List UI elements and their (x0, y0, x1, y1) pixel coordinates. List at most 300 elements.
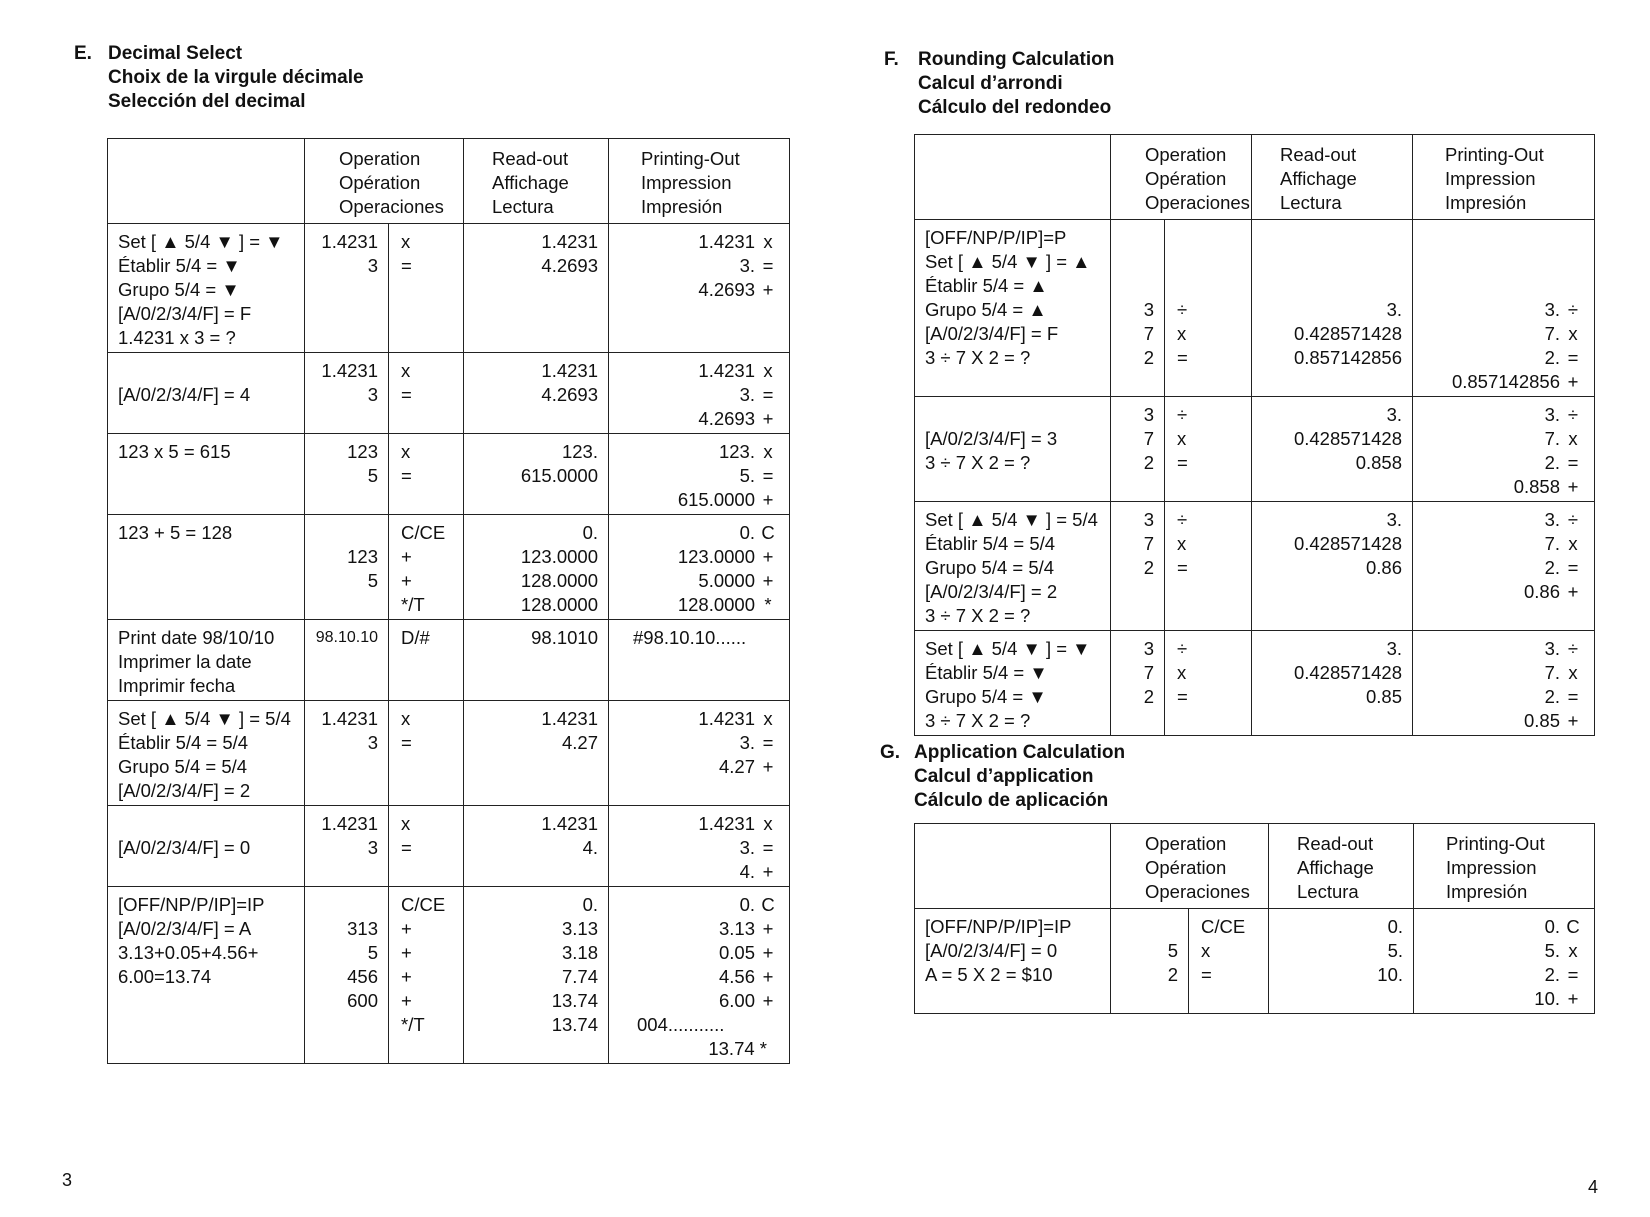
row-entry-numbers (305, 224, 389, 353)
header-row (915, 824, 1595, 909)
print-line (609, 731, 781, 755)
header-label: Operaciones (339, 196, 444, 217)
header-label: Impresión (641, 196, 723, 217)
print-line (1413, 250, 1586, 274)
print-symbol: + (762, 570, 774, 591)
print-value: 5. (1544, 940, 1560, 961)
print-line (609, 941, 781, 965)
readout-value: 123. (561, 441, 598, 462)
header-label: Read-out (1297, 833, 1374, 854)
header-label: Printing-Out (641, 148, 740, 169)
print-line (1413, 685, 1586, 709)
print-line (609, 917, 781, 941)
print-line (609, 593, 781, 617)
print-line (609, 488, 781, 512)
print-value: 4.2693 (698, 279, 755, 300)
print-line (1414, 915, 1586, 939)
description-line: Grupo 5/4 = 5/4 (118, 756, 248, 777)
print-symbol: = (762, 465, 774, 486)
description-line: 3 ÷ 7 X 2 = ? (925, 710, 1031, 731)
key-label: */T (401, 594, 425, 615)
key-label: = (1177, 557, 1188, 578)
print-value: 123.0000 (677, 546, 755, 567)
key-label (1177, 274, 1251, 298)
key-label: x (401, 441, 411, 462)
print-value: 2. (1544, 452, 1560, 473)
description-line: Set [ ▲ 5/4 ▼ ] = ▼ (118, 231, 284, 252)
entry-number: 3 (1143, 509, 1154, 530)
row-keys (389, 434, 464, 515)
key-label: x (401, 231, 411, 252)
row-printout (1414, 909, 1595, 1014)
print-symbol: + (762, 966, 774, 987)
print-symbol: C (761, 522, 775, 543)
print-symbol: x (763, 360, 773, 381)
entry-number: 7 (1143, 662, 1154, 683)
print-line (1413, 403, 1586, 427)
print-value: 128.0000 (677, 594, 755, 615)
print-line (609, 755, 781, 779)
description-line: Établir 5/4 = ▲ (925, 275, 1048, 296)
row-keys (1165, 397, 1252, 502)
print-symbol: x (763, 813, 773, 834)
print-symbol: + (762, 918, 774, 939)
print-line (1413, 637, 1586, 661)
row-description (108, 353, 305, 434)
entry-number: 313 (347, 918, 378, 939)
entry-number: 123 (347, 441, 378, 462)
print-value: 4. (739, 861, 755, 882)
header-label: Printing-Out (1446, 833, 1545, 854)
print-line (1414, 939, 1586, 963)
print-value: 5. (739, 465, 755, 486)
header-label: Read-out (492, 148, 569, 169)
print-value: 3. (1544, 404, 1560, 425)
print-symbol: C (761, 894, 775, 915)
table-row (108, 701, 790, 806)
key-label: x (401, 813, 411, 834)
print-symbol: x (1568, 940, 1578, 961)
entry-number: 3 (1143, 299, 1154, 320)
row-entry-numbers (1111, 220, 1165, 397)
print-symbol: ÷ (1567, 299, 1579, 320)
description-line (925, 403, 1110, 427)
key-label: = (1201, 964, 1212, 985)
key-label: + (401, 570, 412, 591)
readout-value: 10. (1377, 964, 1403, 985)
description-line: Imprimir fecha (118, 675, 236, 696)
row-printout (1413, 220, 1595, 397)
print-symbol (1560, 250, 1586, 274)
print-line (1413, 451, 1586, 475)
entry-number: 7 (1143, 533, 1154, 554)
table-row (108, 224, 790, 353)
print-value: 3. (739, 384, 755, 405)
section-title-fr: Calcul d’arrondi (918, 73, 1063, 94)
row-description (108, 620, 305, 701)
key-label: x (1201, 940, 1211, 961)
table-row (108, 887, 790, 1064)
key-label: = (1177, 452, 1188, 473)
row-readout (464, 353, 609, 434)
description-line: [OFF/NP/P/IP]=P (925, 227, 1067, 248)
row-keys (389, 224, 464, 353)
header-operation (305, 139, 464, 224)
row-readout (1269, 909, 1414, 1014)
print-symbol: C (1566, 916, 1580, 937)
header-operation (1111, 824, 1269, 909)
key-label: + (401, 918, 412, 939)
row-description (108, 224, 305, 353)
entry-number: 98.10.10 (315, 629, 378, 646)
readout-value: 0.857142856 (1293, 347, 1402, 368)
description-line: [A/0/2/3/4/F] = F (118, 303, 252, 324)
header-operation (1111, 135, 1252, 220)
print-line (1413, 556, 1586, 580)
print-value: 5.0000 (698, 570, 755, 591)
print-line (609, 464, 781, 488)
row-entry-numbers (305, 353, 389, 434)
header-printout (609, 139, 790, 224)
print-symbol (1560, 274, 1586, 298)
entry-number: 7 (1143, 428, 1154, 449)
readout-value: 0.858 (1355, 452, 1402, 473)
entry-number: 2 (1143, 347, 1154, 368)
row-printout (609, 353, 790, 434)
entry-number: 600 (347, 990, 378, 1011)
print-value: 0. (739, 894, 755, 915)
row-keys (389, 701, 464, 806)
row-keys (389, 515, 464, 620)
row-readout (464, 434, 609, 515)
print-line (1414, 963, 1586, 987)
print-symbol: + (762, 756, 774, 777)
table-row (915, 397, 1595, 502)
header-label: Opération (1145, 168, 1227, 189)
print-line (609, 359, 781, 383)
page-number-right: 4 (1588, 1177, 1599, 1197)
entry-number: 456 (347, 966, 378, 987)
print-value: 3. (739, 255, 755, 276)
readout-value: 3.18 (561, 942, 598, 963)
print-value: 3. (1544, 638, 1560, 659)
description-line: [A/0/2/3/4/F] = 2 (925, 581, 1058, 602)
print-line (609, 440, 781, 464)
key-label: = (1177, 686, 1188, 707)
print-symbol: + (762, 408, 774, 429)
section-e-heading (74, 42, 364, 114)
key-label (1177, 250, 1251, 274)
print-value: 2. (1544, 964, 1560, 985)
print-text: 13.74 * (708, 1038, 767, 1059)
print-value: 7. (1544, 428, 1560, 449)
entry-number (1111, 226, 1154, 250)
section-title-en: Decimal Select (108, 43, 243, 64)
row-printout (1413, 631, 1595, 736)
print-value: 1.4231 (698, 231, 755, 252)
print-symbol: = (1567, 347, 1579, 368)
row-description (108, 806, 305, 887)
table-row (108, 620, 790, 701)
key-label: ÷ (1177, 299, 1188, 320)
readout-value: 13.74 (551, 1014, 598, 1035)
print-symbol: ÷ (1567, 638, 1579, 659)
print-symbol: + (762, 546, 774, 567)
print-value: 3. (739, 837, 755, 858)
description-line: Grupo 5/4 = ▼ (118, 279, 240, 300)
print-value: 4.27 (718, 756, 755, 777)
row-readout (464, 620, 609, 701)
header-label: Affichage (492, 172, 569, 193)
header-label: Operation (1145, 144, 1227, 165)
row-readout (464, 887, 609, 1064)
print-symbol: x (763, 708, 773, 729)
print-value: 3.13 (718, 918, 755, 939)
print-value: 2. (1544, 347, 1560, 368)
description-line: 3 ÷ 7 X 2 = ? (925, 452, 1031, 473)
section-letter: E. (74, 43, 92, 64)
print-value: 123. (718, 441, 755, 462)
print-value: 10. (1534, 988, 1560, 1009)
description-line: [A/0/2/3/4/F] = A (118, 918, 252, 939)
entry-number: 5 (367, 942, 378, 963)
row-entry-numbers (1111, 502, 1165, 631)
section-g-heading (880, 741, 1126, 813)
print-value: 7. (1544, 662, 1560, 683)
row-description (108, 515, 305, 620)
key-label: ÷ (1177, 509, 1188, 530)
row-readout (464, 806, 609, 887)
header-blank (108, 139, 305, 224)
entry-number: 2 (1167, 964, 1178, 985)
entry-number: 1.4231 (321, 231, 378, 252)
readout-value: 615.0000 (520, 465, 598, 486)
readout-value: 98.1010 (531, 627, 598, 648)
entry-number: 2 (1143, 686, 1154, 707)
print-line (609, 569, 781, 593)
readout-value: 3. (1386, 404, 1402, 425)
print-symbol: x (1568, 428, 1578, 449)
print-symbol: x (763, 441, 773, 462)
row-printout (609, 515, 790, 620)
readout-value: 1.4231 (541, 708, 598, 729)
description-line: Établir 5/4 = 5/4 (118, 732, 249, 753)
header-row (108, 139, 790, 224)
table-row (108, 353, 790, 434)
entry-number: 3 (367, 255, 378, 276)
print-line (609, 383, 781, 407)
row-printout (609, 701, 790, 806)
row-entry-numbers (305, 806, 389, 887)
description-line: Set [ ▲ 5/4 ▼ ] = ▲ (925, 251, 1091, 272)
key-label: ÷ (1177, 638, 1188, 659)
row-entry-numbers (1111, 909, 1189, 1014)
key-label: = (401, 384, 412, 405)
readout-value: 1.4231 (541, 231, 598, 252)
print-value: 1.4231 (698, 708, 755, 729)
description-line: Set [ ▲ 5/4 ▼ ] = 5/4 (118, 708, 291, 729)
description-line: 3 ÷ 7 X 2 = ? (925, 347, 1031, 368)
entry-number (305, 521, 378, 545)
key-label: = (401, 465, 412, 486)
header-label: Impresión (1445, 192, 1527, 213)
print-line (1413, 508, 1586, 532)
row-entry-numbers (1111, 397, 1165, 502)
print-line (609, 836, 781, 860)
entry-number (1111, 250, 1154, 274)
print-symbol: + (1567, 476, 1579, 497)
print-text: 004........... (637, 1014, 725, 1035)
print-value: 6.00 (718, 990, 755, 1011)
header-label: Opération (339, 172, 421, 193)
row-keys (389, 887, 464, 1064)
key-label: C/CE (1201, 916, 1246, 937)
entry-number: 5 (367, 570, 378, 591)
description-line: Set [ ▲ 5/4 ▼ ] = 5/4 (925, 509, 1098, 530)
readout-value: 1.4231 (541, 813, 598, 834)
print-line (609, 812, 781, 836)
section-title-es: Selección del decimal (108, 91, 306, 112)
print-line (1413, 274, 1586, 298)
description-line: Établir 5/4 = ▼ (118, 255, 241, 276)
section-f-heading (884, 48, 1115, 120)
print-line (1413, 427, 1586, 451)
section-title-fr: Choix de la virgule décimale (108, 67, 364, 88)
row-keys (389, 806, 464, 887)
header-label: Impression (1446, 857, 1537, 878)
description-line: [A/0/2/3/4/F] = 0 (925, 940, 1058, 961)
description-line: A = 5 X 2 = $10 (925, 964, 1053, 985)
row-printout (609, 620, 790, 701)
print-line (1413, 475, 1586, 499)
header-row (915, 135, 1595, 220)
row-readout (464, 515, 609, 620)
print-line (609, 278, 781, 302)
print-line (609, 545, 781, 569)
table-row (915, 502, 1595, 631)
page-number-left: 3 (62, 1170, 73, 1190)
header-label: Affichage (1297, 857, 1374, 878)
print-symbol: + (762, 990, 774, 1011)
print-value: 0.86 (1523, 581, 1560, 602)
readout-value (1252, 274, 1402, 298)
description-line: [A/0/2/3/4/F] = 2 (118, 780, 251, 801)
description-line: Établir 5/4 = ▼ (925, 662, 1048, 683)
row-description (915, 909, 1111, 1014)
header-readout (1252, 135, 1413, 220)
readout-value: 0.428571428 (1293, 662, 1402, 683)
row-description (915, 220, 1111, 397)
key-label: ÷ (1177, 404, 1188, 425)
readout-value: 3. (1386, 509, 1402, 530)
description-line: 123 x 5 = 615 (118, 441, 231, 462)
key-label: = (401, 255, 412, 276)
row-printout (609, 224, 790, 353)
header-readout (464, 139, 609, 224)
print-symbol: + (762, 942, 774, 963)
readout-value: 0.428571428 (1293, 323, 1402, 344)
readout-value: 3. (1386, 299, 1402, 320)
row-keys (389, 353, 464, 434)
print-line (1413, 532, 1586, 556)
table-row (915, 909, 1595, 1014)
description-line: Imprimer la date (118, 651, 252, 672)
description-line: Print date 98/10/10 (118, 627, 275, 648)
readout-value: 1.4231 (541, 360, 598, 381)
description-line: Grupo 5/4 = ▲ (925, 299, 1047, 320)
key-label: x (1177, 533, 1187, 554)
entry-number: 1.4231 (321, 813, 378, 834)
readout-value: 0.428571428 (1293, 428, 1402, 449)
entry-number (1111, 915, 1178, 939)
entry-number: 3 (1143, 404, 1154, 425)
readout-value: 0. (582, 522, 598, 543)
header-label: Impresión (1446, 881, 1528, 902)
print-value: 0. (1544, 916, 1560, 937)
print-symbol: = (762, 255, 774, 276)
print-value: 2. (1544, 686, 1560, 707)
readout-value: 0.428571428 (1293, 533, 1402, 554)
print-symbol: + (1567, 988, 1579, 1009)
section-title-en: Rounding Calculation (918, 49, 1115, 70)
print-value: 0.857142856 (1451, 371, 1560, 392)
header-blank (915, 824, 1111, 909)
key-label: C/CE (401, 522, 446, 543)
key-label: D/# (401, 627, 430, 648)
print-symbol: = (1567, 686, 1579, 707)
header-label: Affichage (1280, 168, 1357, 189)
readout-value: 4.2693 (541, 255, 598, 276)
key-label: x (1177, 323, 1187, 344)
row-readout (464, 224, 609, 353)
print-line (1413, 709, 1586, 733)
print-value: 0.85 (1523, 710, 1560, 731)
print-symbol (1560, 226, 1586, 250)
description-line: Grupo 5/4 = ▼ (925, 686, 1047, 707)
header-label: Impression (1445, 168, 1536, 189)
print-value: 1.4231 (698, 813, 755, 834)
readout-value: 4.27 (561, 732, 598, 753)
readout-value: 5. (1387, 940, 1403, 961)
entry-number: 3 (367, 837, 378, 858)
print-text: #98.10.10...... (633, 627, 747, 648)
print-line (1413, 322, 1586, 346)
readout-value (1252, 226, 1402, 250)
header-label: Printing-Out (1445, 144, 1544, 165)
print-symbol: = (762, 837, 774, 858)
print-value: 3. (1544, 299, 1560, 320)
print-symbol: + (762, 279, 774, 300)
row-entry-numbers (305, 620, 389, 701)
section-title-es: Cálculo del redondeo (918, 97, 1112, 118)
key-label: */T (401, 1014, 425, 1035)
print-value: 2. (1544, 557, 1560, 578)
row-keys (1165, 631, 1252, 736)
print-symbol: x (1568, 662, 1578, 683)
row-keys (1165, 502, 1252, 631)
readout-value: 123.0000 (520, 546, 598, 567)
row-readout (1252, 397, 1413, 502)
row-entry-numbers (1111, 631, 1165, 736)
readout-value: 0. (582, 894, 598, 915)
print-value: 1.4231 (698, 360, 755, 381)
readout-value: 4.2693 (541, 384, 598, 405)
readout-value: 0. (1387, 916, 1403, 937)
table-row (915, 631, 1595, 736)
description-line: Grupo 5/4 = 5/4 (925, 557, 1055, 578)
key-label: = (401, 732, 412, 753)
header-label: Operaciones (1145, 192, 1250, 213)
